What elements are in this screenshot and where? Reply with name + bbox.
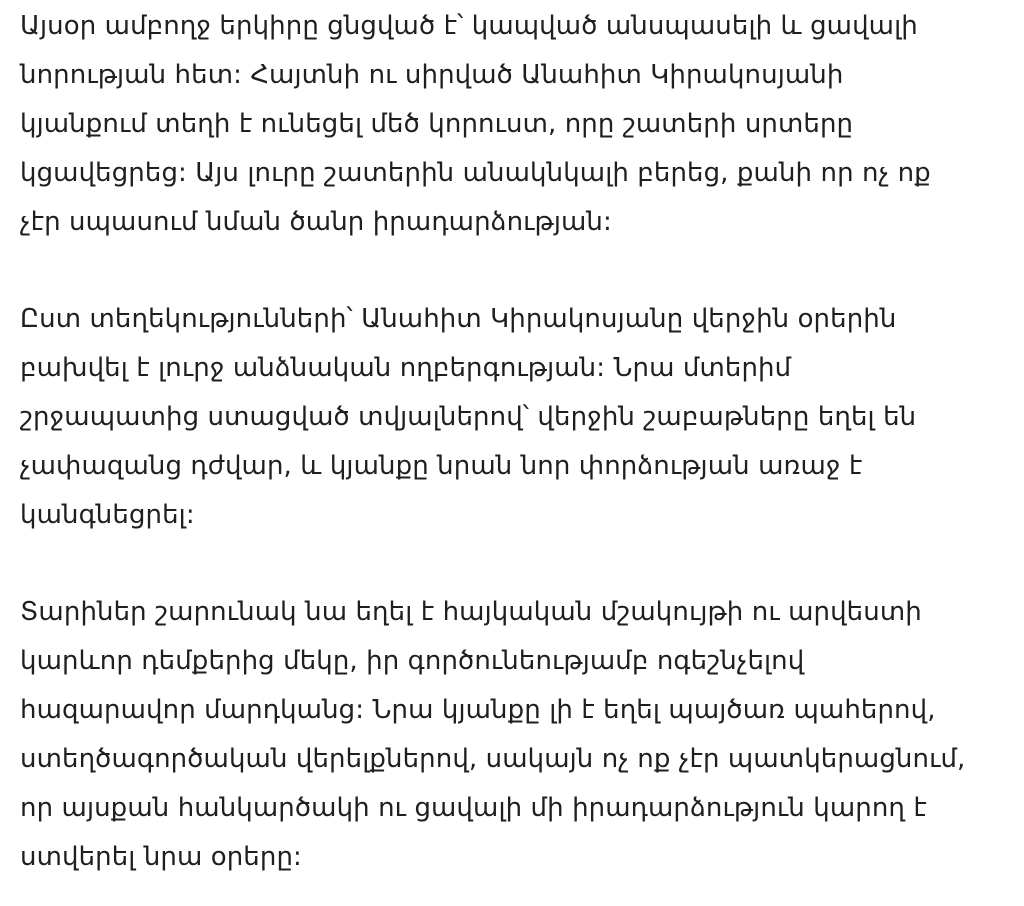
text-line: հազարավոր մարդկանց: Նրա կյանքը լի է եղել պայծառ պահերով, — [20, 695, 936, 725]
text-line: բախվել է լուրջ անձնական ողբերգության: Նրա մտերիմ — [20, 353, 792, 383]
text-line: Տարիներ շարունակ նա եղել է հայկական մշակույթի ու արվեստի — [20, 597, 922, 627]
text-line: Ըստ տեղեկությունների՝ Անահիտ Կիրակոսյանը վերջին օրերին — [20, 304, 897, 334]
text-line: որ այսքան հանկարծակի ու ցավալի մի իրադարձություն կարող է — [20, 793, 927, 823]
text-line: նորության հետ: Հայտնի ու սիրված Անահիտ Կիրակոսյանի — [20, 60, 844, 90]
text-line: կարևոր դեմքերից մեկը, իր գործունեությամբ ոգեշնչելով — [20, 646, 805, 676]
text-line: կցավեցրեց: Այս լուրը շատերին անակնկալի բերեց, քանի որ ոչ ոք — [20, 158, 931, 188]
paragraph-2 — [20, 295, 1010, 540]
text-line: չափազանց դժվար, և կյանքը նրան նոր փորձության առաջ է — [20, 451, 863, 481]
text-line: չէր սպասում նման ծանր իրադարձության: — [20, 207, 612, 237]
article-body — [20, 2, 1010, 882]
paragraph-1 — [20, 2, 1010, 247]
paragraph-3 — [20, 588, 1010, 882]
text-line: կյանքում տեղի է ունեցել մեծ կորուստ, որը շատերի սրտերը — [20, 109, 854, 139]
text-line: կանգնեցրել: — [20, 500, 195, 530]
text-line: Այսօր ամբողջ երկիրը ցնցված է՝ կապված անսպասելի և ցավալի — [20, 11, 918, 41]
text-line: ստվերել նրա օրերը: — [20, 842, 302, 872]
text-line: ստեղծագործական վերելքներով, սակայն ոչ ոք չէր պատկերացնում, — [20, 744, 966, 774]
text-line: շրջապատից ստացված տվյալներով՝ վերջին շաբաթները եղել են — [20, 402, 917, 432]
